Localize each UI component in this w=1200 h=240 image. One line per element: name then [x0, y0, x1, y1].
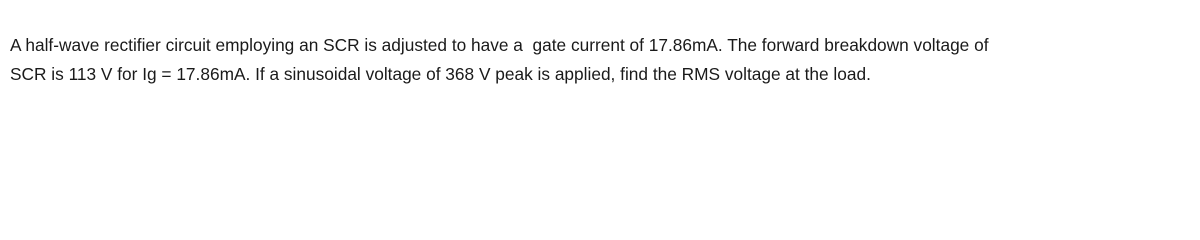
problem-line-2: SCR is 113 V for Ig = 17.86mA. If a sinusoidal voltage of 368 V peak is applied, find the RMS voltage at the load.: [10, 64, 871, 84]
problem-line-1: A half-wave rectifier circuit employing an SCR is adjusted to have a gate current of 17.86mA. The forward breakdown voltage of: [10, 35, 989, 55]
problem-statement: [10, 31, 1195, 89]
